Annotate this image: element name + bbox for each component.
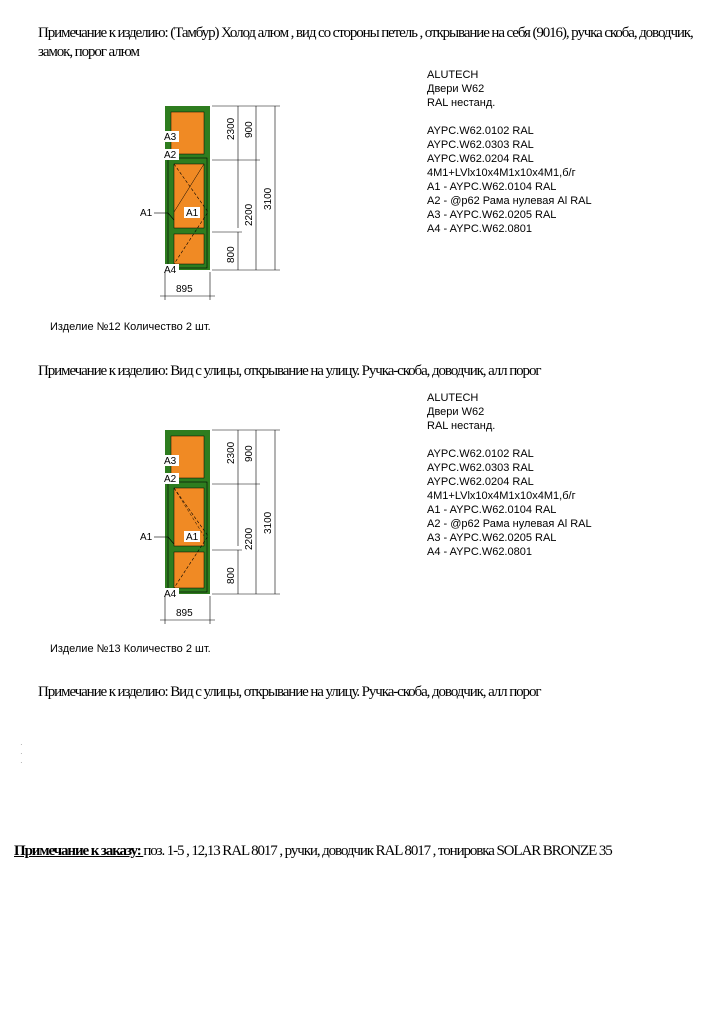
dim-800: 800 bbox=[226, 567, 237, 584]
item-13-note: Примечание к изделию: Вид с улицы, открывание на улицу. Ручка-скоба, доводчик, алл порог bbox=[38, 363, 541, 379]
label-a3: A3 bbox=[164, 456, 177, 467]
item-13-drawing bbox=[130, 424, 300, 619]
dim-2300: 2300 bbox=[226, 117, 237, 140]
spec-line: A3 - AYPC.W62.0205 RAL bbox=[427, 532, 557, 544]
dim-900: 900 bbox=[244, 121, 255, 138]
item-12-caption: Изделие №12 Количество 2 шт. bbox=[50, 321, 211, 333]
spec-line: ALUTECH bbox=[427, 69, 479, 81]
spec-line: Двери W62 bbox=[427, 83, 485, 95]
label-a1-right: A1 bbox=[186, 208, 199, 219]
spec-line: Двери W62 bbox=[427, 406, 485, 418]
dim-2300: 2300 bbox=[226, 441, 237, 464]
spec-line: RAL нестанд. bbox=[427, 420, 496, 432]
spec-line: A4 - AYPC.W62.0801 bbox=[427, 223, 532, 235]
order-note bbox=[14, 842, 704, 861]
spec-line: A3 - AYPC.W62.0205 RAL bbox=[427, 209, 557, 221]
item-13-spec bbox=[427, 391, 592, 559]
stray-marks: · · · bbox=[20, 740, 23, 767]
label-a4: A4 bbox=[164, 589, 177, 600]
spec-line bbox=[427, 110, 592, 124]
dim-800: 800 bbox=[226, 246, 237, 263]
dim-3100: 3100 bbox=[263, 187, 274, 210]
dim-3100: 3100 bbox=[263, 511, 274, 534]
dim-width: 895 bbox=[176, 284, 193, 295]
spec-line: ALUTECH bbox=[427, 392, 479, 404]
spec-line: A1 - AYPC.W62.0104 RAL bbox=[427, 504, 557, 516]
order-note-label: Примечание к заказу: bbox=[14, 843, 144, 859]
door-lower-glass bbox=[174, 552, 204, 588]
spec-line: 4M1+LVlx10x4M1x10x4M1,б/г bbox=[427, 167, 576, 179]
spec-line: AYPC.W62.0303 RAL bbox=[427, 462, 534, 474]
door-lower-glass bbox=[174, 234, 204, 264]
spec-line: A2 - @p62 Рама нулевая Al RAL bbox=[427, 518, 592, 530]
dim-2200: 2200 bbox=[244, 527, 255, 550]
item-note-3: Примечание к изделию: Вид с улицы, открывание на улицу. Ручка-скоба, доводчик, алл порог bbox=[38, 684, 541, 700]
label-a3: A3 bbox=[164, 132, 177, 143]
item-12-note: Примечание к изделию: (Тамбур) Холод алюм , вид со стороны петель , открывание на себя (9016), ручка скоба, доводчик, замок, порог алюм bbox=[38, 25, 693, 60]
spec-line bbox=[427, 433, 592, 447]
spec-line: 4M1+LVlx10x4M1x10x4M1,б/г bbox=[427, 490, 576, 502]
spec-line: AYPC.W62.0204 RAL bbox=[427, 476, 534, 488]
spec-line: AYPC.W62.0102 RAL bbox=[427, 125, 534, 137]
label-a4: A4 bbox=[164, 265, 177, 276]
dim-width: 895 bbox=[176, 608, 193, 619]
label-a2: A2 bbox=[164, 150, 177, 161]
spec-line: A2 - @p62 Рама нулевая Al RAL bbox=[427, 195, 592, 207]
dim-900: 900 bbox=[244, 445, 255, 462]
label-a1-right: A1 bbox=[186, 532, 199, 543]
spec-line: A1 - AYPC.W62.0104 RAL bbox=[427, 181, 557, 193]
label-a1-left: A1 bbox=[140, 532, 153, 543]
order-note-text: поз. 1-5 , 12,13 RAL 8017 , ручки, доводчик RAL 8017 , тонировка SOLAR BRONZE 35 bbox=[143, 843, 612, 859]
spec-line: RAL нестанд. bbox=[427, 97, 496, 109]
spec-line: AYPC.W62.0102 RAL bbox=[427, 448, 534, 460]
spec-line: AYPC.W62.0303 RAL bbox=[427, 139, 534, 151]
item-13-caption: Изделие №13 Количество 2 шт. bbox=[50, 643, 211, 655]
dim-2200: 2200 bbox=[244, 203, 255, 226]
label-a2: A2 bbox=[164, 474, 177, 485]
item-12-drawing bbox=[130, 100, 300, 295]
spec-line: AYPC.W62.0204 RAL bbox=[427, 153, 534, 165]
label-a1-left: A1 bbox=[140, 208, 153, 219]
spec-line: A4 - AYPC.W62.0801 bbox=[427, 546, 532, 558]
item-12-spec bbox=[427, 68, 592, 236]
